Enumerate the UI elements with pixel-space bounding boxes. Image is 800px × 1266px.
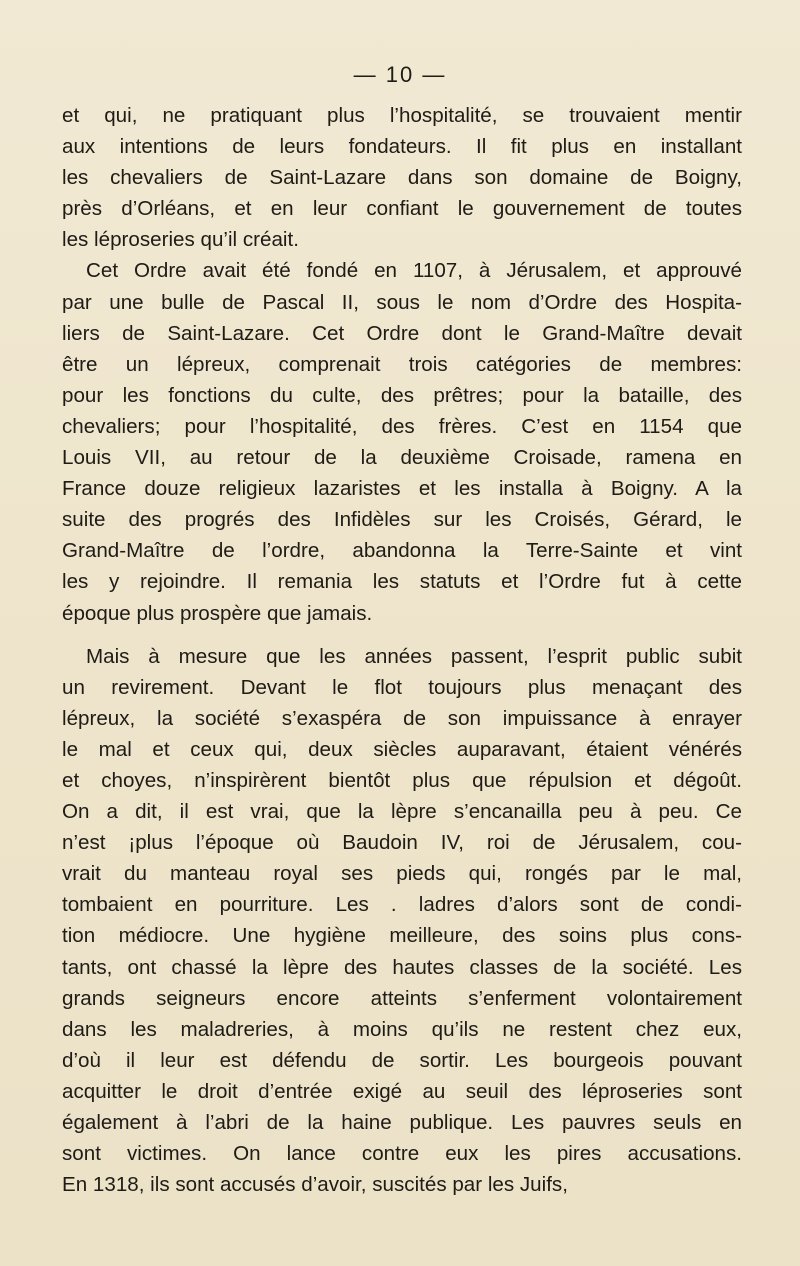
text-line: Mais à mesure que les années passent, l’esprit public subit [86,644,742,668]
text-line: vrait du manteau royal ses pieds qui, rongés par le mal, [62,862,742,886]
text-line: également à l’abri de la haine publique. Les pauvres seuls en [62,1111,742,1134]
text-line: par une bulle de Pascal II, sous le nom d’Ordre des Hospita- [62,290,742,314]
text-line: Grand-Maître de l’ordre, abandonna la Terre-Sainte et vint [62,539,742,563]
text-line: liers de Saint-Lazare. Cet Ordre dont le Grand-Maître devait [62,321,742,345]
text-line: et choyes, n’inspirèrent bientôt plus que répulsion et dégoût. [62,768,742,792]
text-line: France douze religieux lazaristes et les installa à Boigny. A la [62,477,742,501]
text-line: pour les fonctions du culte, des prêtres; pour la bataille, des [62,383,742,407]
text-line: d’où il leur est défendu de sortir. Les bourgeois pouvant [62,1048,742,1072]
text-line: et qui, ne pratiquant plus l’hospitalité, se trouvaient mentir [62,104,742,127]
text-line: aux intentions de leurs fondateurs. Il fit plus en installant [62,135,742,159]
text-line: Louis VII, au retour de la deuxième Croisade, ramena en [62,446,742,470]
text-line: les léproseries qu’il créait. [62,228,299,252]
text-line: n’est ¡plus l’époque où Baudoin IV, roi de Jérusalem, cou- [62,831,742,855]
text-line: dans les maladreries, à moins qu’ils ne restent chez eux, [62,1017,742,1041]
text-line: acquitter le droit d’entrée exigé au seuil des léproseries sont [62,1079,742,1103]
paragraph-gap [62,629,742,641]
text-line: près d’Orléans, et en leur confiant le gouvernement de toutes [62,197,742,221]
paragraph [62,100,742,255]
text-line: grands seigneurs encore atteints s’enferment volontairement [62,986,742,1010]
text-line: tombaient en pourriture. Les . ladres d’alors sont de condi- [62,893,742,917]
text-line: les chevaliers de Saint-Lazare dans son domaine de Boigny, [62,166,742,190]
paragraph [62,641,742,1201]
text-line: tants, ont chassé la lèpre des hautes classes de la société. Les [62,955,742,979]
text-line: époque plus prospère que jamais. [62,601,373,625]
text-line: On a dit, il est vrai, que la lèpre s’encanailla peu à peu. Ce [62,800,742,824]
text-line: tion médiocre. Une hygiène meilleure, des soins plus cons- [62,924,742,948]
text-line: le mal et ceux qui, deux siècles auparavant, étaient vénérés [62,737,742,761]
text-line: Cet Ordre avait été fondé en 1107, à Jérusalem, et approuvé [86,259,742,283]
text-line: chevaliers; pour l’hospitalité, des frères. C’est en 1154 que [62,414,742,438]
text-line: suite des progrés des Infidèles sur les Croisés, Gérard, le [62,508,742,532]
page-number: — 10 — [353,62,447,87]
text-line: En 1318, ils sont accusés d’avoir, suscités par les Juifs, [62,1173,568,1197]
text-line: être un lépreux, comprenait trois catégories de membres: [62,352,742,376]
paragraph [62,255,742,628]
body-text [62,100,742,1200]
text-line: sont victimes. On lance contre eux les pires accusations. [62,1142,742,1166]
text-line: un revirement. Devant le flot toujours plus menaçant des [62,675,742,699]
text-line: les y rejoindre. Il remania les statuts et l’Ordre fut à cette [62,570,742,594]
text-line: lépreux, la société s’exaspéra de son impuissance à enrayer [62,706,742,730]
